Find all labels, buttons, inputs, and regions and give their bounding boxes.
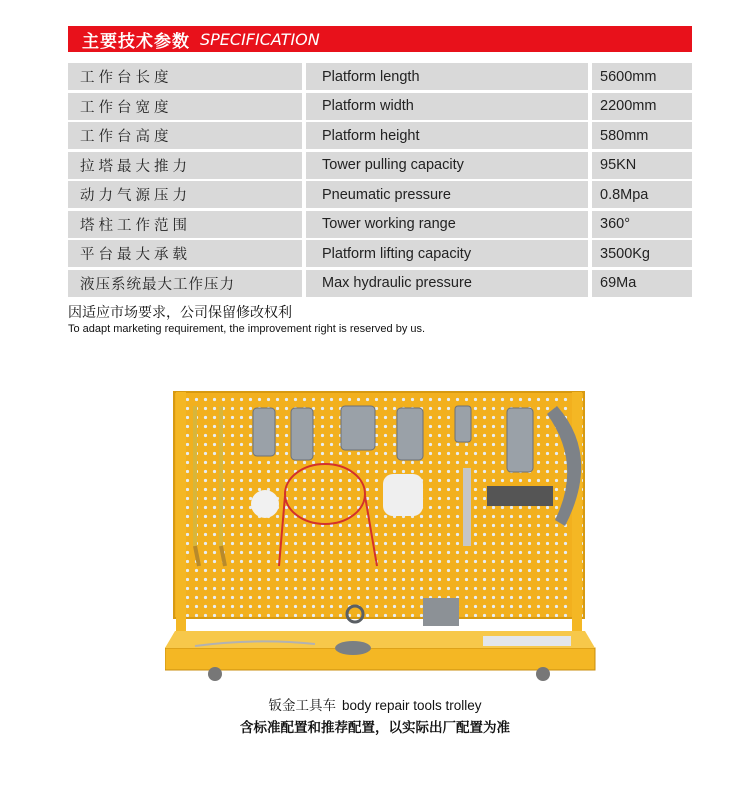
spec-label-cn: 动力气源压力 <box>68 181 302 208</box>
spec-value: 95KN <box>592 152 692 179</box>
spec-label-en: Platform height <box>306 122 588 149</box>
table-row <box>68 270 692 297</box>
header-title-cn: 主要技术参数 <box>82 31 190 52</box>
table-row <box>68 181 692 208</box>
spec-label-en: Platform width <box>306 93 588 120</box>
spec-label-en: Max hydraulic pressure <box>306 270 588 297</box>
spec-label-cn: 拉塔最大推力 <box>68 152 302 179</box>
spec-value: 580mm <box>592 122 692 149</box>
header-title-en: SPECIFICATION <box>200 29 320 49</box>
caption-product <box>0 694 750 714</box>
table-row <box>68 93 692 120</box>
caption-product-en: body repair tools trolley <box>341 698 482 713</box>
spec-label-en: Platform lifting capacity <box>306 240 588 267</box>
spec-value: 360° <box>592 211 692 238</box>
spec-label-en: Tower working range <box>306 211 588 238</box>
caption-product-cn: 钣金工具车 <box>268 698 336 714</box>
spec-label-cn: 液压系统最大工作压力 <box>68 270 302 297</box>
table-row <box>68 63 692 90</box>
spec-label-cn: 工作台长度 <box>68 63 302 90</box>
spec-label-cn: 平台最大承载 <box>68 240 302 267</box>
caption-config: 含标准配置和推荐配置，以实际出厂配置为准 <box>240 720 510 736</box>
spec-value: 2200mm <box>592 93 692 120</box>
spec-value: 0.8Mpa <box>592 181 692 208</box>
spec-table <box>68 63 692 299</box>
spec-label-en: Tower pulling capacity <box>306 152 588 179</box>
table-row <box>68 122 692 149</box>
spec-label-cn: 工作台高度 <box>68 122 302 149</box>
spec-label-en: Pneumatic pressure <box>306 181 588 208</box>
spec-value: 69Ma <box>592 270 692 297</box>
table-row <box>68 152 692 179</box>
spec-label-cn: 工作台宽度 <box>68 93 302 120</box>
table-row <box>68 211 692 238</box>
spec-header <box>68 26 692 52</box>
spec-value: 5600mm <box>592 63 692 90</box>
spec-value: 3500Kg <box>592 240 692 267</box>
note-en: To adapt marketing requirement, the improvement right is reserved by us. <box>68 323 426 335</box>
spec-label-en: Platform length <box>306 63 588 90</box>
note-cn: 因适应市场要求，公司保留修改权利 <box>68 305 292 321</box>
spec-label-cn: 塔柱工作范围 <box>68 211 302 238</box>
table-row <box>68 240 692 267</box>
tools-trolley-image <box>165 386 605 682</box>
